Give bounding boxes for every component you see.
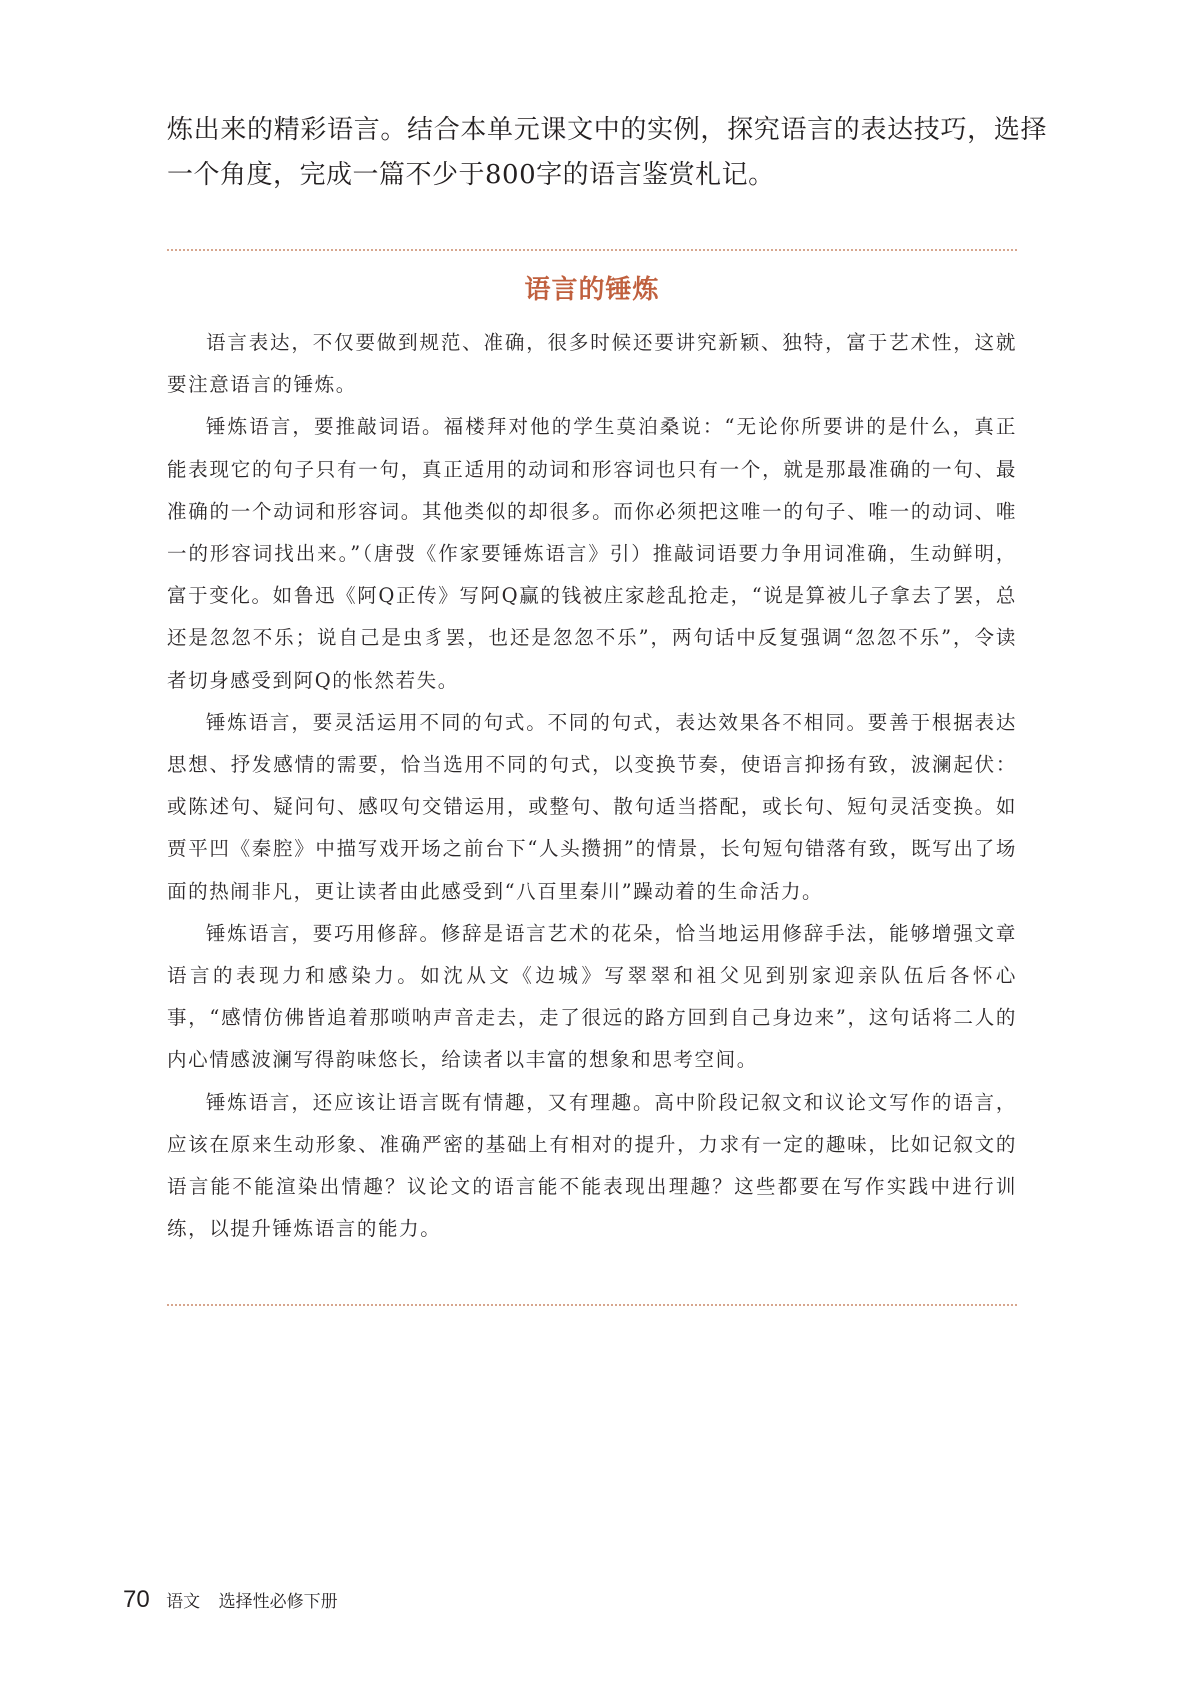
box-paragraph: 锤炼语言，要灵活运用不同的句式。不同的句式，表达效果各不相同。要善于根据表达思想、抒发感情的需要，恰当选用不同的句式，以变换节奏，使语言抑扬有致，波澜起伏：或陈述句、疑问句、感叹句交错运用，或整句、散句适当搭配，或长句、短句灵活变换。如贾平凹《秦腔》中描写戏开场之前台下“人头攒拥”的情景，长句短句错落有致，既写出了场面的热闹非凡，更让读者由此感受到“八百里秦川”躁动着的生命活力。 xyxy=(167,710,1017,903)
box-paragraph: 锤炼语言，还应该让语言既有情趣，又有理趣。高中阶段记叙文和议论文写作的语言，应该在原来生动形象、准确严密的基础上有相对的提升，力求有一定的趣味，比如记叙文的语言能不能渲染出情趣？议论文的语言能不能表现出理趣？这些都要在写作实践中进行训练，以提升锤炼语言的能力。 xyxy=(167,1090,1017,1241)
box-paragraph: 锤炼语言，要推敲词语。福楼拜对他的学生莫泊桑说：“无论你所要讲的是什么，真正能表现它的句子只有一句，真正适用的动词和形容词也只有一个，就是那最准确的一句、最准确的一个动词和形容词。其他类似的却很多。而你必须把这唯一的句子、唯一的动词、唯一的形容词找出来。”（唐弢《作家要锤炼语言》引）推敲词语要力争用词准确，生动鲜明，富于变化。如鲁迅《阿Q正传》写阿Q赢的钱被庄家趁乱抢走，“说是算被儿子拿去了罢，总还是忽忽不乐；说自己是虫豸罢，也还是忽忽不乐”，两句话中反复强调“忽忽不乐”，令读者切身感受到阿Q的怅然若失。 xyxy=(167,415,1017,692)
box-title: 语言的锤炼 xyxy=(524,275,660,305)
book-subject: 语文 xyxy=(166,1592,201,1612)
box-top-dotted-divider xyxy=(167,249,1017,251)
page-number: 70 xyxy=(123,1586,150,1613)
box-paragraph: 锤炼语言，要巧用修辞。修辞是语言艺术的花朵，恰当地运用修辞手法，能够增强文章语言的表现力和感染力。如沈从文《边城》写翠翠和祖父见到别家迎亲队伍后各怀心事，“感情仿佛皆追着那唢呐声音走去，走了很远的路方回到自己身边来”，这句话将二人的内心情感波澜写得韵味悠长，给读者以丰富的想象和思考空间。 xyxy=(167,921,1017,1072)
book-volume: 选择性必修下册 xyxy=(218,1592,338,1612)
box-paragraph: 语言表达，不仅要做到规范、准确，很多时候还要讲究新颖、独特，富于艺术性，这就要注意语言的锤炼。 xyxy=(167,331,1017,397)
box-body xyxy=(167,322,1017,1250)
page-footer xyxy=(123,1586,338,1614)
box-bottom-dotted-divider xyxy=(167,1304,1017,1306)
intro-paragraph: 炼出来的精彩语言。结合本单元课文中的实例，探究语言的表达技巧，选择一个角度，完成一篇不少于800字的语言鉴赏札记。 xyxy=(167,115,1047,190)
